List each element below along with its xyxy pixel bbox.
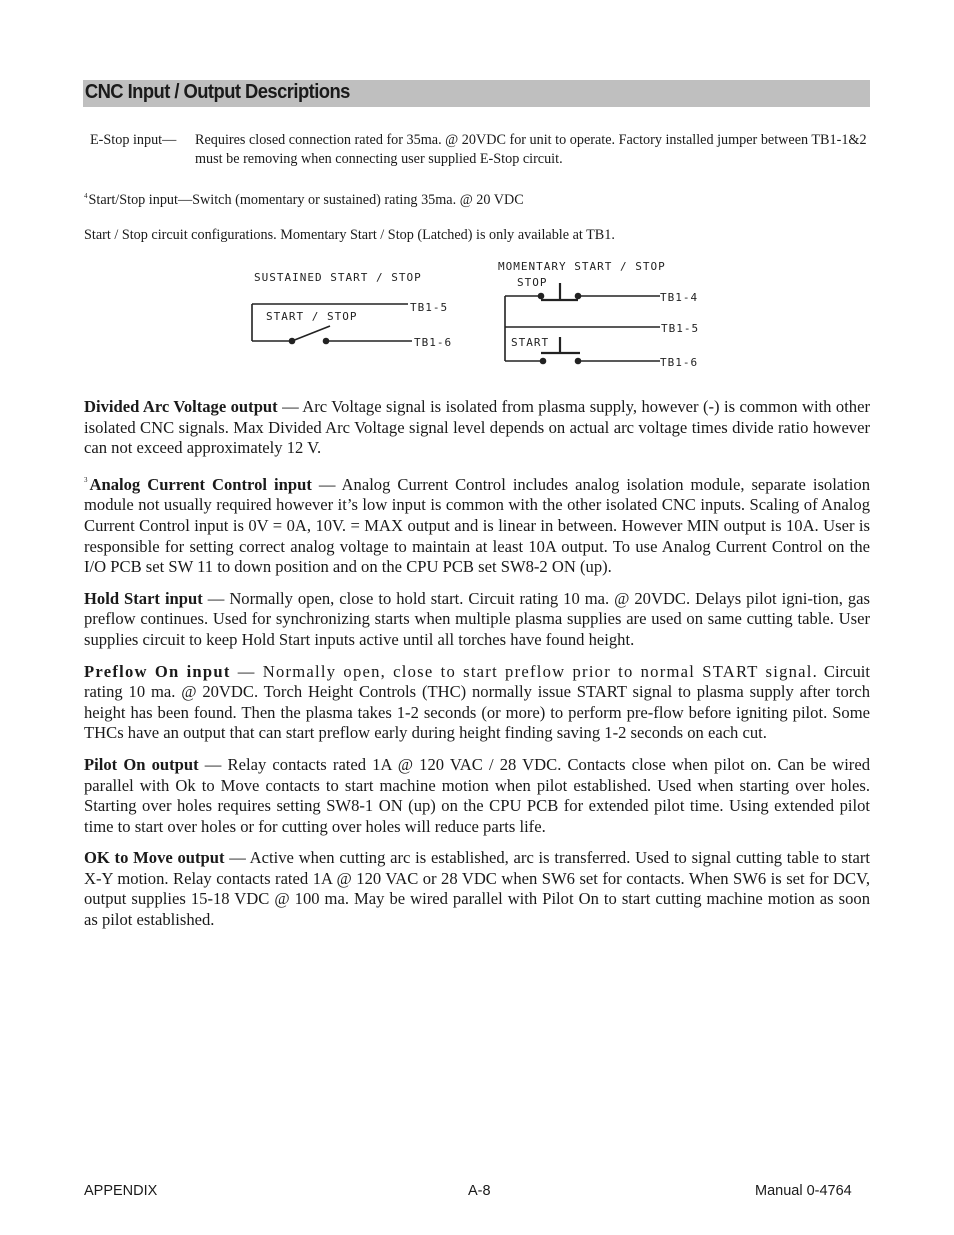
footer-manual-number: Manual 0-4764 xyxy=(755,1183,852,1199)
descriptions xyxy=(84,397,870,942)
estop-description: Requires closed connection rated for 35ma. @ 20VDC for unit to operate. Factory installed jumper between TB1-1&2 must be removing when connecting user supplied E-Stop circuit. xyxy=(195,132,867,167)
footnote-marker: 3 xyxy=(84,475,88,484)
footer-section: APPENDIX xyxy=(84,1183,158,1199)
preflow-body: — Normally open, close to start preflow prior to normal START signal. xyxy=(230,661,819,681)
ok-to-move-body: — Active when cutting arc is established, arc is transferred. Used to signal cutting table to start X-Y motion. Relay contacts rated 1A @ 120 VAC or 28 VDC when SW6 set for contacts. When SW6 is set for DCV, output supplies 15-18 VDC @ 100 ma. May be wired parallel with Pilot On to start cutting machine motion as soon as pilot established. xyxy=(84,848,870,930)
sustained-tb6-label: TB1-6 xyxy=(414,336,453,349)
ok-to-move-heading: OK to Move output xyxy=(84,848,225,868)
preflow-body-rest: Circuit rating 10 ma. @ 20VDC. Torch Height Controls (THC) normally issue START signal to plasma supply after torch height has been found. Then the plasma takes 1-2 seconds (or more) to perform pre-flow before igniting pilot. Some THCs have an output that can start preflow early during height finding saving 1-2 seconds on each cut. xyxy=(84,661,870,743)
momentary-tb4-label: TB1-4 xyxy=(660,291,699,304)
momentary-tb5-label: TB1-5 xyxy=(661,322,700,335)
analog-heading: Analog Current Control input xyxy=(89,474,312,494)
analog-body: — Analog Current Control includes analog isolation module, separate isolation module not usually required however it’s low input is common with the other isolated CNC inputs. Scaling of Analog Current Control input is 0V = 0A, 10V. = MAX output and is linear in between. However MIN output is 10A. User is responsible for setting correct analog voltage to maintain at least 10A output. To use Analog Current Control on the I/O PCB set SW 11 to down position and on the CPU PCB set SW8-2 ON (up). xyxy=(84,474,870,577)
preflow-heading: Preflow On input xyxy=(84,661,231,681)
section-header-bar xyxy=(83,80,870,107)
start-stop-text: Start/Stop input—Switch (momentary or sustained) rating 35ma. @ 20 VDC xyxy=(88,192,524,208)
divided-arc-heading: Divided Arc Voltage output xyxy=(84,397,278,416)
start-stop-wiring-diagram xyxy=(240,255,710,375)
momentary-start-label: START xyxy=(511,336,550,349)
preflow-first-line xyxy=(84,662,818,681)
sustained-tb5-label: TB1-5 xyxy=(410,301,449,314)
footnote-marker: 4 xyxy=(84,192,88,200)
ok-to-move-paragraph xyxy=(84,848,870,930)
pilot-on-heading: Pilot On output xyxy=(84,754,199,774)
momentary-stop-label: STOP xyxy=(517,276,548,289)
estop-label: E-Stop input— xyxy=(90,132,177,148)
momentary-circuit-wires xyxy=(505,296,660,361)
start-contact-right xyxy=(575,358,582,365)
preflow-paragraph xyxy=(84,662,870,744)
hold-start-heading: Hold Start input xyxy=(84,588,203,608)
hold-start-paragraph xyxy=(84,589,870,651)
analog-paragraph xyxy=(84,470,870,578)
footer-page-number: A-8 xyxy=(468,1183,491,1199)
start-stop-line xyxy=(84,187,524,210)
sustained-contact-left xyxy=(289,338,296,345)
start-contact-left xyxy=(540,358,547,365)
pilot-on-paragraph xyxy=(84,755,870,837)
section-title: CNC Input / Output Descriptions xyxy=(84,81,350,103)
hold-start-body: — Normally open, close to hold start. Circuit rating 10 ma. @ 20VDC. Delays pilot igni-tion, gas preflow continues. Used for synchronizing starts when multiple plasma supplies are used on same cutting table. User supplies circuit to keep Hold Start inputs active until all torches have found height. xyxy=(84,588,870,649)
divided-arc-body: — Arc Voltage signal is isolated from plasma supply, however (-) is common with other isolated CNC signals. Max Divided Arc Voltage signal level depends on actual arc voltage times divide ratio however can not exceed approximately 12 V. xyxy=(84,397,870,458)
pilot-on-body: — Relay contacts rated 1A @ 120 VAC / 28 VDC. Contacts close when pilot on. Can be wired parallel with Ok to Move contacts to start machine motion when pilot established. Used when starting over holes. Starting over holes requires setting SW8-1 ON (up) on the CPU PCB for extended pilot time. Using extended pilot time to start over holes or for cutting over holes will reduce parts life. xyxy=(84,754,870,836)
divided-arc-paragraph xyxy=(84,397,870,459)
sustained-switch-label: START / STOP xyxy=(266,310,358,323)
sustained-title: SUSTAINED START / STOP xyxy=(254,271,422,284)
stop-contact-right xyxy=(575,293,582,300)
stop-contact-left xyxy=(538,293,545,300)
config-text: Start / Stop circuit configurations. Momentary Start / Stop (Latched) is only available at TB1. xyxy=(84,227,615,243)
momentary-title: MOMENTARY START / STOP xyxy=(498,260,666,273)
sustained-contact-right xyxy=(323,338,330,345)
momentary-tb6-label: TB1-6 xyxy=(660,356,699,369)
